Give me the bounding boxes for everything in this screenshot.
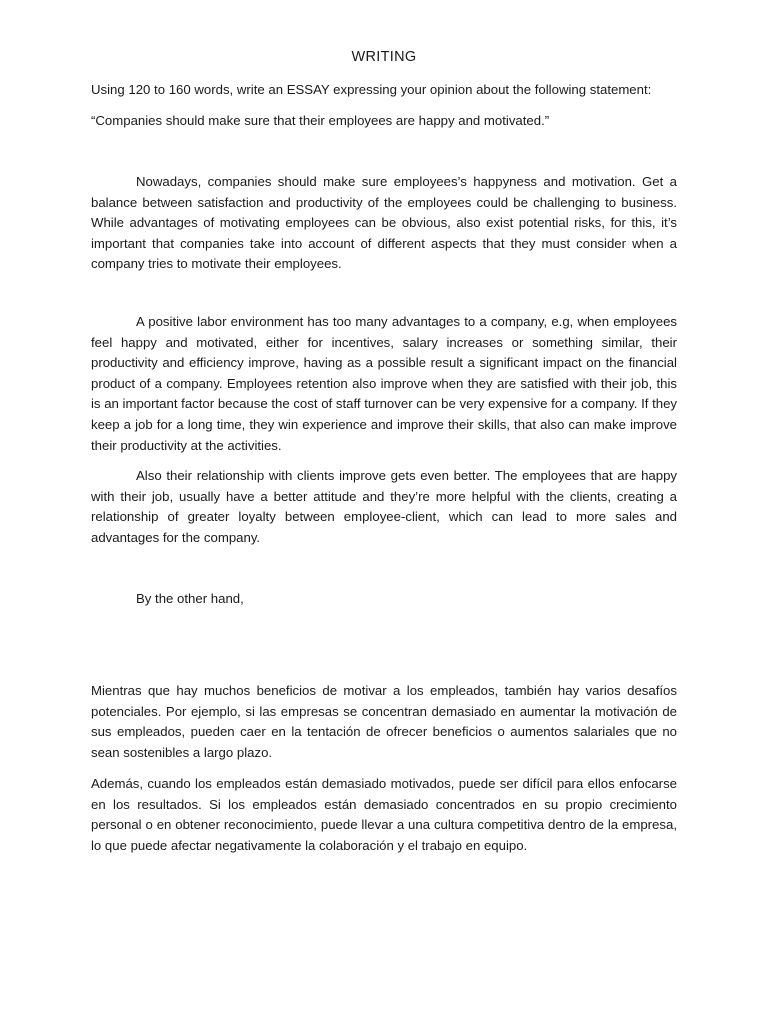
essay-paragraph-clients: Also their relationship with clients improve gets even better. The employees that are happy with their job, usually have a better attitude and they’re more helpful with the clients, creating a relationship of greater loyalty between employee-client, which can lead to more sales and advantages for the company. <box>91 468 677 545</box>
essay-paragraph-challenges: Mientras que hay muchos beneficios de motivar a los empleados, también hay varios desafíos potenciales. Por ejemplo, si las empresas se concentran demasiado en aumentar la motivación de sus empleados, pueden caer en la tentación de ofrecer beneficios o aumentos salariales que no sean sostenibles a largo plazo. <box>91 683 677 760</box>
essay-paragraph-intro: Nowadays, companies should make sure employees’s happyness and motivation. Get a balance between satisfaction and productivity of the employees could be challenging to business. While advantages of motivating employees can be obvious, also exist potential risks, for this, it’s important that companies take into account of different aspects that they must consider when a company tries to motivate their employees. <box>91 174 677 272</box>
page-title: WRITING <box>351 49 417 65</box>
essay-paragraph-advantages: A positive labor environment has too many advantages to a company, e.g, when employees feel happy and motivated, either for incentives, salary increases or something similar, their productivity and efficiency improve, having as a possible result a significant impact on the financial product of a company. Employees retention also improve when they are satisfied with their job, this is an important factor because the cost of staff turnover can be very expensive for a company. If they keep a job for a long time, they win experience and improve their skills, that also can make improve their productivity at the activities. <box>91 314 677 453</box>
essay-paragraph-other-hand: By the other hand, <box>136 591 244 606</box>
essay-paragraph-overmotivation: Además, cuando los empleados están demasiado motivados, puede ser difícil para ellos enfocarse en los resultados. Si los empleados están demasiado concentrados en su propio crecimiento personal o en obtener reconocimiento, puede llevar a una cultura competitiva dentro de la empresa, lo que puede afectar negativamente la colaboración y el trabajo en equipo. <box>91 776 677 853</box>
essay-statement: “Companies should make sure that their employees are happy and motivated.” <box>91 113 550 128</box>
instruction-text: Using 120 to 160 words, write an ESSAY expressing your opinion about the following statement: <box>91 82 652 97</box>
